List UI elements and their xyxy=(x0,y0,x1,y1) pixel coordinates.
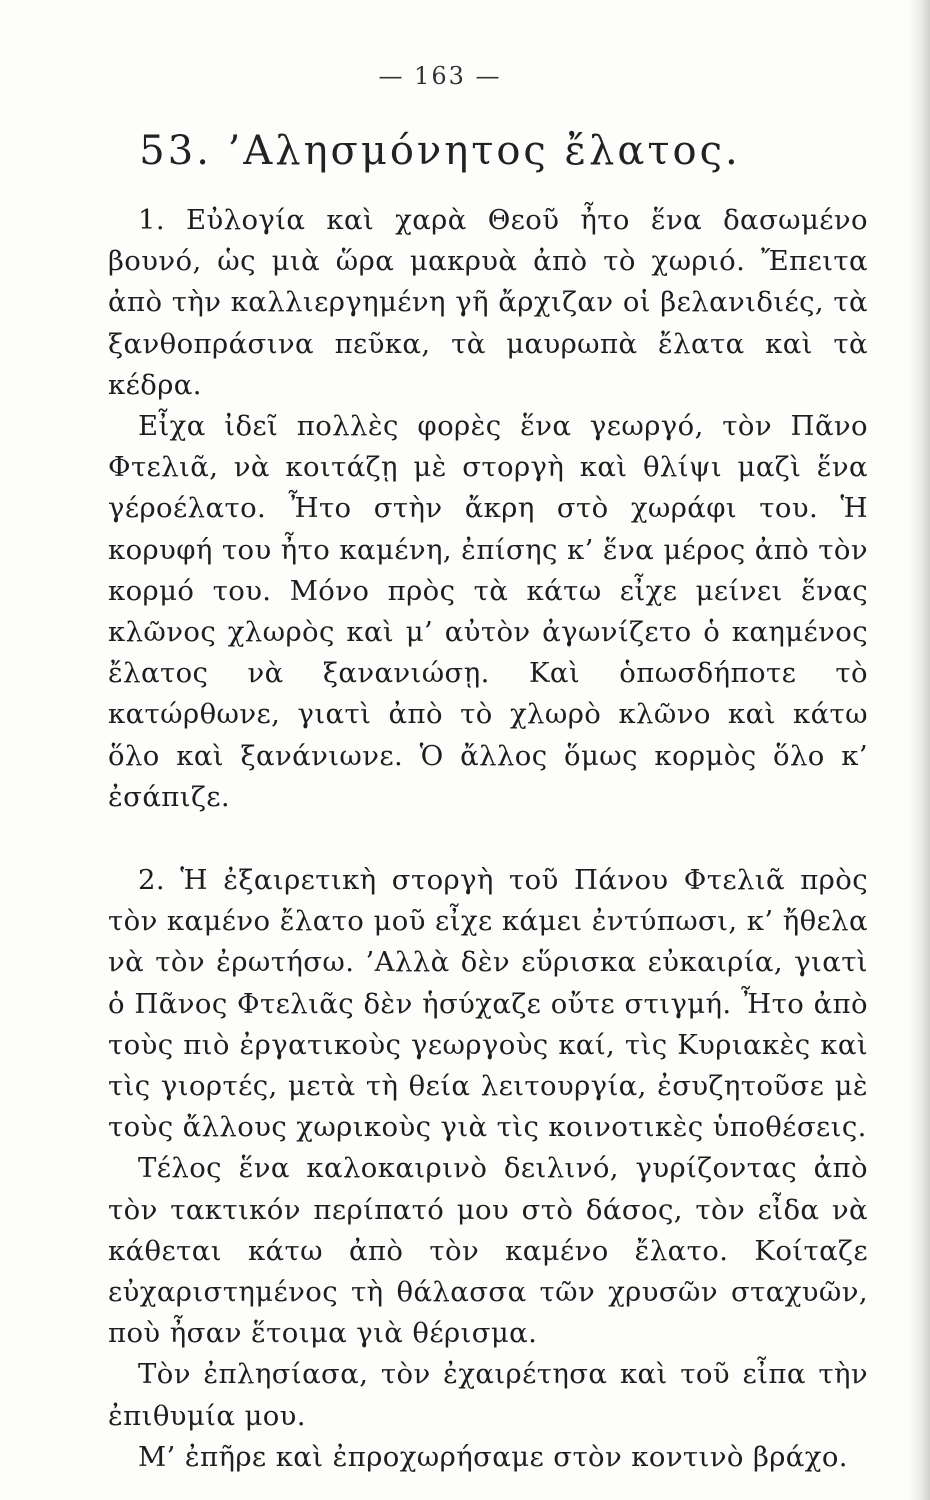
paragraph-5: Τὸν ἐπλησίασα, τὸν ἐχαιρέτησα καὶ τοῦ εἶπα τὴν ἐπιθυμία μου. xyxy=(108,1358,868,1432)
chapter-title: 53. ’Αλησμόνητος ἔλατος. xyxy=(139,128,741,174)
page-binding-shadow xyxy=(908,0,930,1500)
paragraph-1: 1. Εὐλογία καὶ χαρὰ Θεοῦ ἦτο ἕνα δασωμένο βουνό, ὡς μιὰ ὥρα μακρυὰ ἀπὸ τὸ χωριό. Ἔπειτα ἀπὸ τὴν καλλιεργημένη γῆ ἄρχιζαν οἱ βελανιδιές, τὰ ξανθοπράσινα πεῦκα, τὰ μαυρωπὰ ἔλατα καὶ τὰ κέδρα. xyxy=(108,204,868,401)
body-text xyxy=(108,200,868,1478)
page-number: — 163 — xyxy=(378,62,502,90)
paragraph-6: Μ’ ἐπῆρε καὶ ἐπροχωρήσαμε στὸν κοντινὸ βράχο. xyxy=(138,1440,848,1473)
paragraph-3: 2. Ἡ ἐξαιρετικὴ στοργὴ τοῦ Πάνου Φτελιᾶ πρὸς τὸν καμένο ἔλατο μοῦ εἶχε κάμει ἐντύπωσι, κ’ ἤθελα νὰ τὸν ἐρωτήσω. ’Αλλὰ δὲν εὕρισκα εὐκαιρία, γιατὶ ὁ Πᾶνος Φτελιᾶς δὲν ἡσύχαζε οὔτε στιγμή. Ἦτο ἀπὸ τοὺς πιὸ ἐργατικοὺς γεωργοὺς καί, τὶς Κυριακὲς καὶ τὶς γιορτές, μετὰ τὴ θεία λειτουργία, ἐσυζητοῦσε μὲ τοὺς ἄλλους χωρικοὺς γιὰ τὶς κοινοτικὲς ὑποθέσεις. xyxy=(108,864,868,1144)
paragraph-4: Τέλος ἕνα καλοκαιρινὸ δειλινό, γυρίζοντας ἀπὸ τὸν τακτικόν περίπατό μου στὸ δάσος, τὸν εἶδα νὰ κάθεται κάτω ἀπὸ τὸν καμένο ἔλατο. Κοίταζε εὐχαριστημένος τὴ θάλασσα τῶν χρυσῶν σταχυῶν, ποὺ ἦσαν ἕτοιμα γιὰ θέρισμα. xyxy=(108,1152,868,1350)
paragraph-2: Εἶχα ἰδεῖ πολλὲς φορὲς ἕνα γεωργό, τὸν Πᾶνο Φτελιᾶ, νὰ κοιτάζῃ μὲ στοργὴ καὶ θλίψι μαζὶ ἕνα γέροέλατο. Ἦτο στὴν ἄκρη στὸ χωράφι του. Ἡ κορυφή του ἦτο καμένη, ἐπίσης κ’ ἕνα μέρος ἀπὸ τὸν κορμό του. Μόνο πρὸς τὰ κάτω εἶχε μείνει ἕνας κλῶνος χλωρὸς καὶ μ’ αὐτὸν ἀγωνίζετο ὁ καημένος ἔλατος νὰ ξανανιώσῃ. Καὶ ὁπωσδήποτε τὸ κατώρθωνε, γιατὶ ἀπὸ τὸ χλωρὸ κλῶνο καὶ κάτω ὅλο καὶ ξανάνιωνε. Ὁ ἄλλος ὅμως κορμὸς ὅλο κ’ ἐσάπιζε. xyxy=(108,410,868,813)
